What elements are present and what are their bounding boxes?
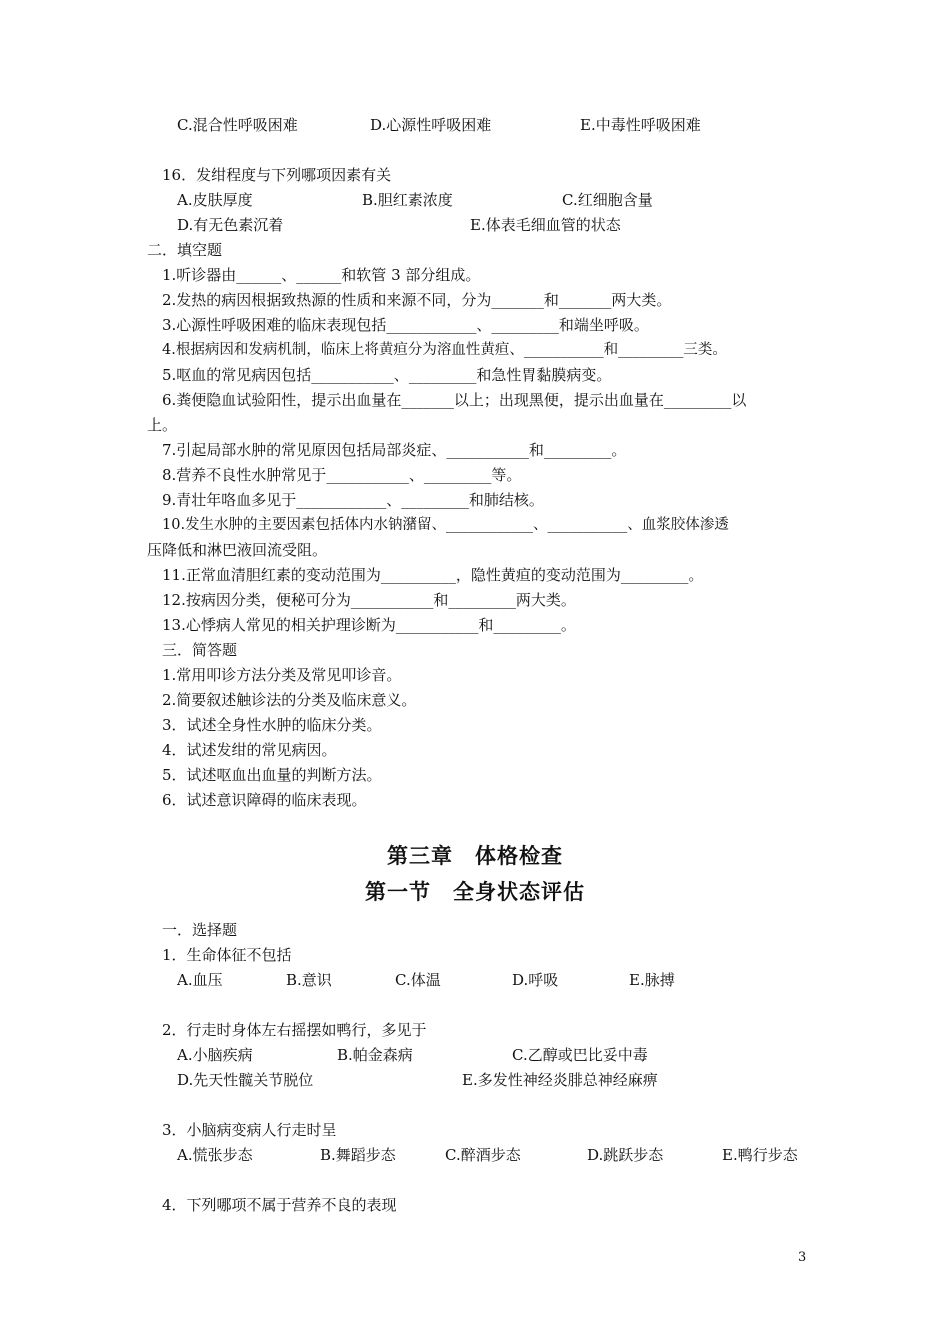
choice-q3-option-b: B.舞蹈步态 <box>320 1146 396 1164</box>
short-answer-item: 1.常用叩诊方法分类及常见叩诊音。 <box>162 666 402 684</box>
fill-blank-item-continued: 压降低和淋巴液回流受阻。 <box>147 541 328 559</box>
short-answer-item: 3．试述全身性水肿的临床分类。 <box>162 716 382 734</box>
choice-q3-option-c: C.醉酒步态 <box>445 1146 521 1164</box>
fill-blank-heading: 二．填空题 <box>147 241 223 259</box>
fill-blank-item-continued: 上。 <box>147 416 178 434</box>
page-number: 3 <box>798 1250 807 1265</box>
choice-q3-option-a: A.慌张步态 <box>177 1146 253 1164</box>
fill-blank-item: 8.营养不良性水肿常见于___________、_________等。 <box>162 466 522 484</box>
fill-blank-item: 2.发热的病因根据致热源的性质和来源不同，分为_______和_______两大类。 <box>162 291 672 309</box>
q15-option-e: E.中毒性呼吸困难 <box>580 116 701 134</box>
q15-option-c: C.混合性呼吸困难 <box>177 116 298 134</box>
choice-q2-option-e: E.多发性神经炎腓总神经麻痹 <box>462 1071 658 1089</box>
fill-blank-item: 11.正常血清胆红素的变动范围为__________，隐性黄疸的变动范围为_________。 <box>162 566 704 584</box>
choice-q2-stem: 2．行走时身体左右摇摆如鸭行，多见于 <box>162 1021 427 1039</box>
fill-blank-item: 6.粪便隐血试验阳性，提示出血量在_______以上；出现黑便，提示出血量在_________以 <box>162 391 747 409</box>
q16-option-d: D.有无色素沉着 <box>177 216 284 234</box>
q16-option-a: A.皮肤厚度 <box>177 191 253 209</box>
fill-blank-item: 4.根据病因和发病机制，临床上将黄疸分为溶血性黄疸、___________和_________三类。 <box>162 342 727 358</box>
short-answer-item: 4．试述发绀的常见病因。 <box>162 741 337 759</box>
choice-q3-stem: 3．小脑病变病人行走时呈 <box>162 1121 337 1139</box>
choice-q4-stem: 4．下列哪项不属于营养不良的表现 <box>162 1196 397 1214</box>
choice-q1-option-d: D.呼吸 <box>512 971 559 989</box>
fill-blank-item: 9.青壮年咯血多见于____________、_________和肺结核。 <box>162 491 544 509</box>
q16-stem: 16．发绀程度与下列哪项因素有关 <box>162 166 392 184</box>
short-answer-item: 6．试述意识障碍的临床表现。 <box>162 791 367 809</box>
fill-blank-item: 3.心源性呼吸困难的临床表现包括____________、_________和端坐呼吸。 <box>162 316 649 334</box>
choice-q3-option-e: E.鸭行步态 <box>722 1146 798 1164</box>
q16-option-e: E.体表毛细血管的状态 <box>470 216 621 234</box>
q16-option-b: B.胆红素浓度 <box>362 191 453 209</box>
choice-q2-option-a: A.小脑疾病 <box>177 1046 253 1064</box>
fill-blank-item: 7.引起局部水肿的常见原因包括局部炎症、___________和_________。 <box>162 441 627 459</box>
chapter-title: 第三章 体格检查 <box>387 843 563 868</box>
fill-blank-item: 13.心悸病人常见的相关护理诊断为___________和_________。 <box>162 616 576 634</box>
q15-option-d: D.心源性呼吸困难 <box>370 116 492 134</box>
choice-q2-option-c: C.乙醇或巴比妥中毒 <box>512 1046 648 1064</box>
fill-blank-item: 1.听诊器由______、______和软管 3 部分组成。 <box>162 266 481 284</box>
choice-q1-option-c: C.体温 <box>395 971 441 989</box>
fill-blank-item: 12.按病因分类，便秘可分为___________和_________两大类。 <box>162 591 576 609</box>
choice-heading: 一．选择题 <box>162 921 238 939</box>
short-answer-item: 2.简要叙述触诊法的分类及临床意义。 <box>162 691 417 709</box>
choice-q1-option-a: A.血压 <box>177 971 223 989</box>
short-answer-item: 5．试述呕血出血量的判断方法。 <box>162 766 382 784</box>
choice-q2-option-d: D.先天性髋关节脱位 <box>177 1071 314 1089</box>
short-answer-heading: 三．简答题 <box>162 641 238 659</box>
fill-blank-item: 10.发生水肿的主要因素包括体内水钠潴留、____________、___________、血浆胶体渗透 <box>162 517 729 533</box>
choice-q1-stem: 1．生命体征不包括 <box>162 946 292 964</box>
choice-q3-option-d: D.跳跃步态 <box>587 1146 664 1164</box>
choice-q2-option-b: B.帕金森病 <box>337 1046 413 1064</box>
section-title: 第一节 全身状态评估 <box>365 879 585 904</box>
choice-q1-option-e: E.脉搏 <box>629 971 675 989</box>
q16-option-c: C.红细胞含量 <box>562 191 653 209</box>
choice-q1-option-b: B.意识 <box>286 971 332 989</box>
fill-blank-item: 5.呕血的常见病因包括___________、_________和急性胃黏膜病变。 <box>162 366 612 384</box>
